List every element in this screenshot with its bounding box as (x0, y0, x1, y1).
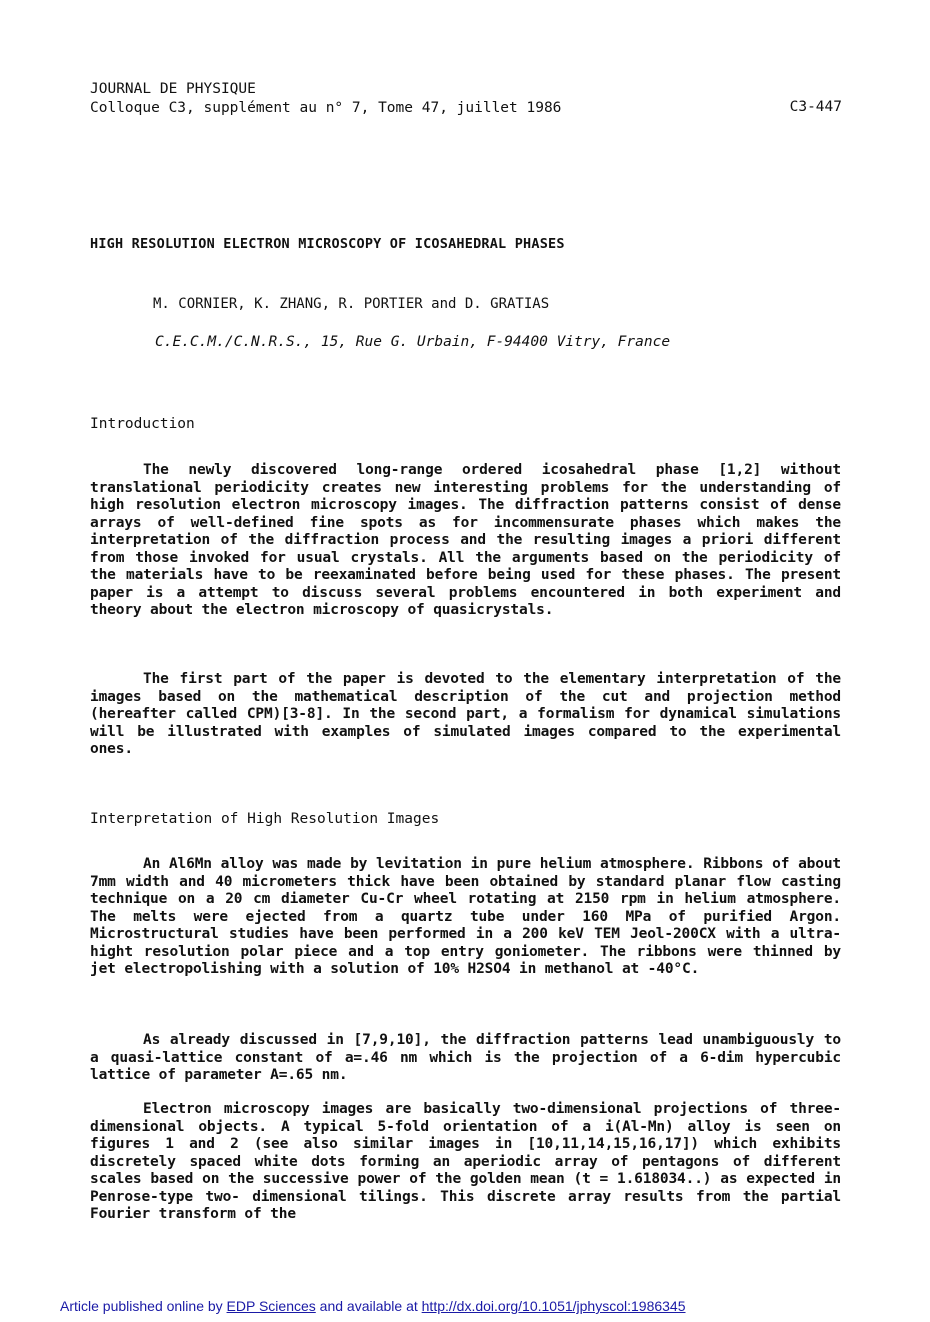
footer-prefix: Article published online by (60, 1298, 223, 1314)
paragraph-intro-2: The first part of the paper is devoted to the elementary interpretation of the images based on the mathematical description of the cut and projection method (hereafter called CPM)[3-8]. In the second part, a formalism for dynamical simulations will be illustrated with examples of simulated images compared to the experimental ones. (90, 671, 841, 757)
paper-title: HIGH RESOLUTION ELECTRON MICROSCOPY OF ICOSAHEDRAL PHASES (90, 236, 565, 252)
paragraph-interp-2: As already discussed in [7,9,10], the diffraction patterns lead unambiguously to a quasi-lattice constant of a=.46 nm which is the projection of a 6-dim hypercubic lattice of parameter A=.65 nm. (90, 1032, 841, 1083)
journal-name: JOURNAL DE PHYSIQUE (90, 81, 256, 97)
affiliation: C.E.C.M./C.N.R.S., 15, Rue G. Urbain, F-94400 Vitry, France (155, 334, 671, 350)
authors: M. CORNIER, K. ZHANG, R. PORTIER and D. GRATIAS (153, 296, 550, 312)
publisher-link[interactable]: EDP Sciences (226, 1298, 316, 1314)
journal-header (90, 80, 842, 118)
doi-link[interactable]: http://dx.doi.org/10.1051/jphyscol:1986345 (421, 1298, 686, 1314)
page-number: C3-447 (789, 99, 842, 115)
issue-line: Colloque C3, supplément au n° 7, Tome 47, juillet 1986 (90, 100, 562, 116)
paragraph-intro-1: The newly discovered long-range ordered icosahedral phase [1,2] without translational periodicity creates new interesting problems for the understanding of high resolution electron microscopy images. The diffraction patterns consist of dense arrays of well-defined fine spots as for incommensurate phases which makes the interpretation of the diffraction process and the resulting images a priori different from those invoked for usual crystals. All the arguments based on the periodicity of the materials have to be reexaminated before being used for these phases. The present paper is a attempt to discuss several problems encountered in both experiment and theory about the electron microscopy of quasicrystals. (90, 462, 841, 618)
publication-footer (60, 1298, 686, 1314)
paragraph-interp-3: Electron microscopy images are basically two-dimensional projections of three-dimensional objects. A typical 5-fold orientation of a i(Al-Mn) alloy is seen on figures 1 and 2 (see also similar images in [10,11,14,15,16,17]) which exhibits discretely spaced white dots forming an aperiodic array of pentagons of different scales based on the successive power of the golden mean (t = 1.618034..) as expected in Penrose-type two- dimensional tilings. This discrete array results from the partial Fourier transform of the (90, 1101, 841, 1222)
footer-middle: and available at (319, 1298, 418, 1314)
section-heading-introduction: Introduction (90, 416, 195, 432)
section-heading-interpretation: Interpretation of High Resolution Images (90, 811, 440, 827)
paragraph-interp-1: An Al6Mn alloy was made by levitation in pure helium atmosphere. Ribbons of about 7mm width and 40 micrometers thick have been obtained by standard planar flow casting technique on a 20 cm diameter Cu-Cr wheel rotating at 2150 rpm in helium atmosphere. The melts were ejected from a quartz tube under 160 MPa of purified Argon. Microstructural studies have been performed in a 200 keV TEM Jeol-200CX with a ultra-hight resolution polar piece and a top entry goniometer. The ribbons were thinned by jet electropolishing with a solution of 10% H2SO4 in methanol at -40°C. (90, 856, 841, 977)
